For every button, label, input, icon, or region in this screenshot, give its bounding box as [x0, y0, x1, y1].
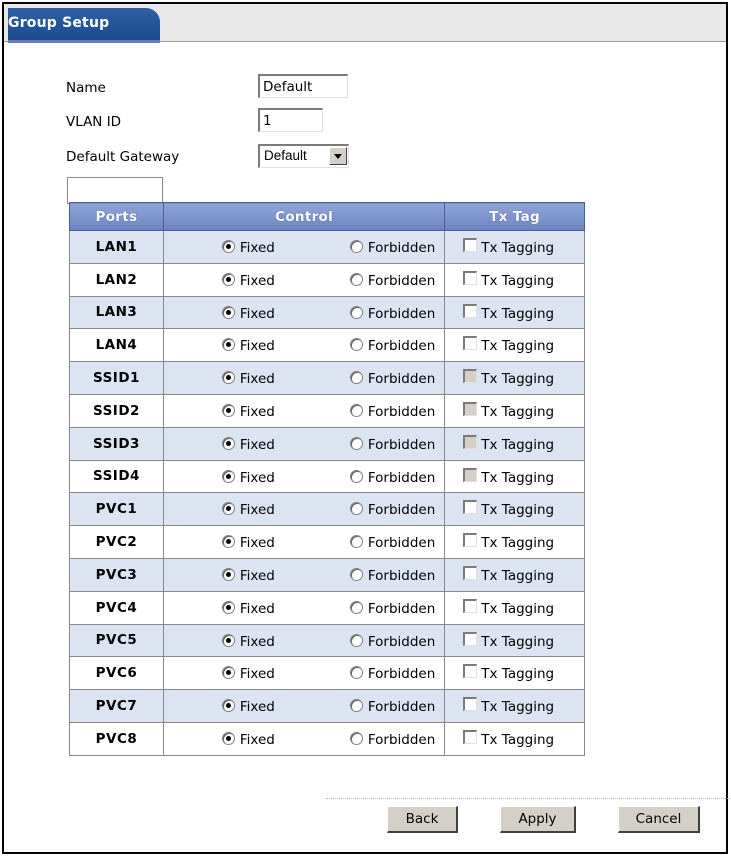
forbidden-label: Forbidden [367, 567, 436, 584]
header-tx-tag: Tx Tag [445, 203, 585, 231]
forbidden-radio[interactable] [350, 666, 363, 679]
fixed-radio[interactable] [222, 502, 235, 515]
tx-tagging-label: Tx Tagging [481, 272, 555, 289]
fixed-label: Fixed [239, 699, 275, 716]
tab-bar [4, 4, 726, 42]
fixed-label: Fixed [239, 600, 275, 617]
tx-tagging-checkbox[interactable] [463, 566, 477, 580]
tx-tagging-checkbox [463, 369, 477, 383]
control-cell [163, 624, 444, 657]
tx-tag-cell [445, 427, 585, 460]
table-row [70, 263, 585, 296]
forbidden-label: Forbidden [367, 731, 436, 748]
port-name: PVC2 [70, 526, 164, 559]
fixed-label: Fixed [239, 272, 275, 289]
table-row [70, 722, 585, 755]
forbidden-label: Forbidden [367, 633, 436, 650]
forbidden-radio[interactable] [350, 568, 363, 581]
tx-tagging-checkbox[interactable] [463, 730, 477, 744]
header-ports: Ports [70, 203, 164, 231]
control-cell [163, 460, 444, 493]
blank-field [67, 177, 163, 204]
tx-tagging-label: Tx Tagging [481, 535, 555, 552]
tx-tag-cell [445, 460, 585, 493]
tx-tagging-checkbox [463, 468, 477, 482]
forbidden-radio[interactable] [350, 601, 363, 614]
fixed-label: Fixed [239, 666, 275, 683]
table-row [70, 558, 585, 591]
default-gateway-value: Default [264, 148, 307, 163]
port-name: PVC5 [70, 624, 164, 657]
fixed-radio[interactable] [222, 634, 235, 647]
name-label: Name [66, 80, 106, 96]
table-row [70, 362, 585, 395]
fixed-radio[interactable] [222, 568, 235, 581]
tx-tagging-checkbox[interactable] [463, 533, 477, 547]
forbidden-label: Forbidden [367, 436, 436, 453]
port-name: SSID1 [70, 362, 164, 395]
apply-button[interactable]: Apply [500, 806, 576, 833]
control-cell [163, 690, 444, 723]
port-name: SSID3 [70, 427, 164, 460]
forbidden-label: Forbidden [367, 469, 436, 486]
table-row [70, 624, 585, 657]
table-row [70, 493, 585, 526]
fixed-label: Fixed [239, 338, 275, 355]
forbidden-label: Forbidden [367, 666, 436, 683]
forbidden-radio[interactable] [350, 699, 363, 712]
vlan-port-table [69, 202, 585, 756]
forbidden-radio[interactable] [350, 437, 363, 450]
table-row [70, 690, 585, 723]
forbidden-radio[interactable] [350, 273, 363, 286]
control-cell [163, 362, 444, 395]
fixed-label: Fixed [239, 502, 275, 519]
forbidden-radio[interactable] [350, 502, 363, 515]
table-row [70, 394, 585, 427]
forbidden-label: Forbidden [367, 403, 436, 420]
forbidden-label: Forbidden [367, 305, 436, 322]
tx-tag-cell [445, 657, 585, 690]
tx-tagging-label: Tx Tagging [481, 469, 555, 486]
fixed-label: Fixed [239, 305, 275, 322]
table-row [70, 526, 585, 559]
fixed-label: Fixed [239, 436, 275, 453]
tx-tag-cell [445, 690, 585, 723]
tx-tag-cell [445, 263, 585, 296]
port-name: LAN4 [70, 329, 164, 362]
tx-tag-cell [445, 624, 585, 657]
tx-tagging-checkbox[interactable] [463, 304, 477, 318]
tx-tagging-label: Tx Tagging [481, 567, 555, 584]
fixed-radio[interactable] [222, 470, 235, 483]
tx-tag-cell [445, 329, 585, 362]
fixed-radio[interactable] [222, 338, 235, 351]
tx-tagging-label: Tx Tagging [481, 240, 555, 256]
tx-tagging-checkbox[interactable] [463, 632, 477, 646]
table-row [70, 231, 585, 264]
forbidden-radio[interactable] [350, 371, 363, 384]
default-gateway-label: Default Gateway [66, 149, 180, 165]
forbidden-label: Forbidden [367, 371, 436, 388]
tx-tagging-label: Tx Tagging [481, 338, 555, 355]
forbidden-radio[interactable] [350, 535, 363, 548]
table-row [70, 329, 585, 362]
header-control: Control [163, 203, 444, 231]
tx-tag-cell [445, 231, 585, 264]
tx-tagging-checkbox[interactable] [463, 599, 477, 613]
tx-tagging-label: Tx Tagging [481, 633, 555, 650]
divider [326, 798, 731, 799]
control-cell [163, 231, 444, 264]
tx-tagging-checkbox[interactable] [463, 271, 477, 285]
fixed-label: Fixed [239, 731, 275, 748]
port-name: PVC8 [70, 722, 164, 755]
fixed-radio[interactable] [222, 601, 235, 614]
fixed-radio[interactable] [222, 699, 235, 712]
tx-tagging-checkbox[interactable] [463, 697, 477, 711]
tx-tagging-checkbox[interactable] [463, 664, 477, 678]
forbidden-radio[interactable] [350, 338, 363, 351]
forbidden-label: Forbidden [367, 240, 436, 256]
forbidden-radio[interactable] [350, 404, 363, 417]
tx-tagging-checkbox [463, 435, 477, 449]
tx-tagging-label: Tx Tagging [481, 666, 555, 683]
fixed-radio[interactable] [222, 306, 235, 319]
forbidden-label: Forbidden [367, 338, 436, 355]
fixed-label: Fixed [239, 403, 275, 420]
control-cell [163, 526, 444, 559]
control-cell [163, 657, 444, 690]
tx-tagging-checkbox[interactable] [463, 238, 477, 252]
tx-tag-cell [445, 493, 585, 526]
name-field[interactable] [258, 74, 348, 98]
fixed-radio[interactable] [222, 404, 235, 417]
tx-tagging-label: Tx Tagging [481, 371, 555, 388]
group-setup-window [2, 2, 728, 854]
port-name: LAN1 [70, 231, 164, 264]
fixed-label: Fixed [239, 535, 275, 552]
tx-tagging-label: Tx Tagging [481, 403, 555, 420]
tx-tag-cell [445, 296, 585, 329]
tx-tag-cell [445, 722, 585, 755]
control-cell [163, 296, 444, 329]
tx-tagging-checkbox[interactable] [463, 336, 477, 350]
table-row [70, 591, 585, 624]
tx-tagging-label: Tx Tagging [481, 436, 555, 453]
forbidden-radio[interactable] [350, 732, 363, 745]
fixed-label: Fixed [239, 469, 275, 486]
control-cell [163, 263, 444, 296]
control-cell [163, 591, 444, 624]
forbidden-radio[interactable] [350, 634, 363, 647]
tx-tagging-label: Tx Tagging [481, 600, 555, 617]
port-name: PVC7 [70, 690, 164, 723]
tx-tag-cell [445, 526, 585, 559]
fixed-radio[interactable] [222, 371, 235, 384]
control-cell [163, 493, 444, 526]
fixed-radio[interactable] [222, 437, 235, 450]
tx-tag-cell [445, 362, 585, 395]
vlan-id-field[interactable] [258, 108, 323, 132]
fixed-label: Fixed [239, 371, 275, 388]
tx-tagging-label: Tx Tagging [481, 502, 555, 519]
table-row [70, 460, 585, 493]
tx-tag-cell [445, 591, 585, 624]
port-name: PVC3 [70, 558, 164, 591]
fixed-radio[interactable] [222, 273, 235, 286]
back-button[interactable]: Back [387, 806, 458, 833]
control-cell [163, 427, 444, 460]
forbidden-label: Forbidden [367, 699, 436, 716]
control-cell [163, 722, 444, 755]
port-name: PVC1 [70, 493, 164, 526]
fixed-label: Fixed [239, 633, 275, 650]
port-name: PVC6 [70, 657, 164, 690]
forbidden-radio[interactable] [350, 306, 363, 319]
control-cell [163, 558, 444, 591]
cancel-button[interactable]: Cancel [618, 806, 700, 833]
forbidden-label: Forbidden [367, 502, 436, 519]
tx-tag-cell [445, 558, 585, 591]
table-row [70, 427, 585, 460]
tab-label: Group Setup [8, 15, 110, 31]
port-name: PVC4 [70, 591, 164, 624]
fixed-radio[interactable] [222, 535, 235, 548]
default-gateway-select[interactable] [258, 144, 349, 168]
fixed-radio[interactable] [222, 666, 235, 679]
fixed-label: Fixed [239, 567, 275, 584]
tx-tagging-label: Tx Tagging [481, 731, 555, 748]
forbidden-label: Forbidden [367, 535, 436, 552]
tx-tagging-label: Tx Tagging [481, 305, 555, 322]
vlan-id-label: VLAN ID [66, 114, 122, 130]
tx-tagging-checkbox[interactable] [463, 500, 477, 514]
control-cell [163, 329, 444, 362]
fixed-radio[interactable] [222, 240, 235, 253]
tx-tagging-checkbox [463, 402, 477, 416]
table-row [70, 296, 585, 329]
fixed-label: Fixed [239, 240, 275, 256]
fixed-radio[interactable] [222, 732, 235, 745]
port-name: LAN2 [70, 263, 164, 296]
forbidden-label: Forbidden [367, 600, 436, 617]
chevron-down-icon[interactable] [329, 147, 347, 165]
tab-group-setup[interactable] [8, 8, 160, 43]
port-name: LAN3 [70, 296, 164, 329]
port-name: SSID4 [70, 460, 164, 493]
control-cell [163, 394, 444, 427]
tx-tag-cell [445, 394, 585, 427]
forbidden-radio[interactable] [350, 470, 363, 483]
forbidden-radio[interactable] [350, 240, 363, 253]
forbidden-label: Forbidden [367, 272, 436, 289]
table-row [70, 657, 585, 690]
tx-tagging-label: Tx Tagging [481, 699, 555, 716]
port-name: SSID2 [70, 394, 164, 427]
